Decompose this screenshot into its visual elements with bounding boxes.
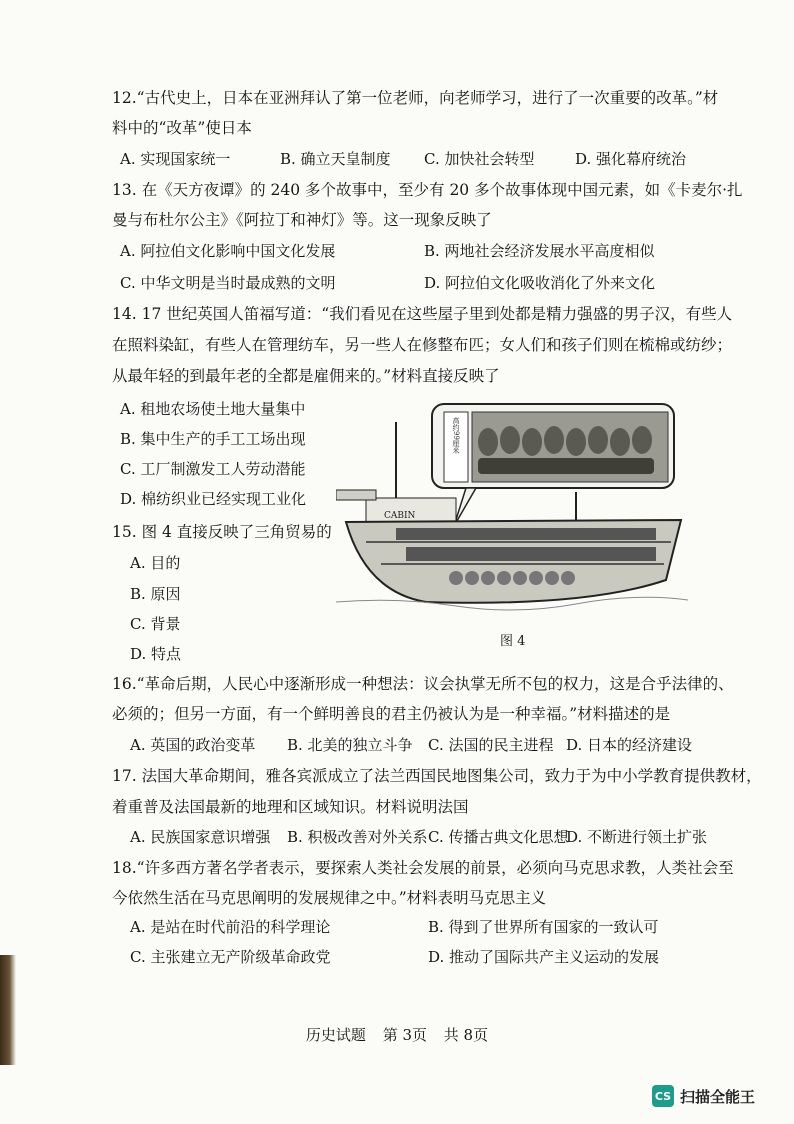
q13-stem-line-1: 13. 在《天方夜谭》的 240 多个故事中，至少有 20 多个故事体现中国元素，如《卡麦尔·扎: [112, 181, 743, 199]
q14-stem-line-1: 14. 17 世纪英国人笛福写道：“我们看见在这些屋子里到处都是精力强盛的男子汉，有些人: [112, 305, 733, 323]
q15-option-c: C. 背景: [130, 615, 181, 633]
page-edge-shadow: [0, 955, 16, 1065]
q17-option-b: B. 积极改善对外关系: [287, 828, 428, 846]
cabin-label: CABIN: [384, 511, 416, 521]
q17-option-c: C. 传播古典文化思想: [428, 828, 569, 846]
inset-height-label: 高约99厘米: [452, 417, 460, 454]
q14-stem-line-2: 在照料染缸，有些人在管理纺车，另一些人在修整布匹；女人们和孩子们则在梳棉或纺纱；: [112, 336, 733, 354]
q13-option-d: D. 阿拉伯文化吸收消化了外来文化: [424, 274, 656, 292]
q12-stem-line-2: 料中的“改革”使日本: [112, 119, 252, 137]
scanner-app-name: 扫描全能王: [680, 1087, 756, 1106]
q14-option-b: B. 集中生产的手工工场出现: [120, 430, 306, 448]
q12-option-d: D. 强化幕府统治: [575, 150, 687, 168]
q17-stem-line-1: 17. 法国大革命期间，雅各宾派成立了法兰西国民地图集公司，致力于为中小学教育提供教材，: [112, 767, 762, 785]
footer-subject: 历史试题: [305, 1026, 366, 1044]
q13-option-b: B. 两地社会经济发展水平高度相似: [424, 242, 655, 260]
q15-option-d: D. 特点: [130, 645, 182, 663]
q13-stem-line-2: 曼与布杜尔公主》《阿拉丁和神灯》等。这一现象反映了: [112, 211, 492, 229]
q15-option-b: B. 原因: [130, 585, 181, 603]
scanner-watermark: [652, 1085, 755, 1107]
q18-option-c: C. 主张建立无产阶级革命政党: [130, 948, 331, 966]
q17-stem-line-2: 着重普及法国最新的地理和区域知识。材料说明法国: [112, 798, 469, 816]
camscanner-logo-icon: CS: [652, 1085, 674, 1107]
q16-stem-line-2: 必须的；但另一方面，有一个鲜明善良的君主仍被认为是一种幸福。”材料描述的是: [112, 705, 671, 723]
figure-caption: 图 4: [500, 634, 526, 649]
q13-option-a: A. 阿拉伯文化影响中国文化发展: [120, 242, 336, 260]
q16-option-c: C. 法国的民主进程: [428, 736, 554, 754]
q16-option-d: D. 日本的经济建设: [566, 736, 693, 754]
q13-option-c: C. 中华文明是当时最成熟的文明: [120, 274, 336, 292]
q18-stem-line-2: 今依然生活在马克思阐明的发展规律之中。”材料表明马克思主义: [112, 889, 547, 907]
q17-option-a: A. 民族国家意识增强: [130, 828, 271, 846]
q15-option-a: A. 目的: [130, 554, 181, 572]
q17-option-d: D. 不断进行领土扩张: [566, 828, 708, 846]
q14-option-c: C. 工厂制激发工人劳动潜能: [120, 460, 306, 478]
q12-option-c: C. 加快社会转型: [424, 150, 535, 168]
q16-stem-line-1: 16.“革命后期，人民心中逐渐形成一种想法：议会执掌无所不包的权力，这是合乎法律的、: [112, 675, 734, 693]
q16-option-a: A. 英国的政治变革: [130, 736, 256, 754]
footer-total: 共 8页: [443, 1026, 489, 1044]
q16-option-b: B. 北美的独立斗争: [287, 736, 413, 754]
q12-stem-line-1: 12.“古代史上，日本在亚洲拜认了第一位老师，向老师学习，进行了一次重要的改革。”材: [112, 89, 719, 107]
q18-option-a: A. 是站在时代前沿的科学理论: [130, 918, 331, 936]
page-footer: [0, 1024, 794, 1045]
q18-option-b: B. 得到了世界所有国家的一致认可: [428, 918, 659, 936]
q18-stem-line-1: 18.“许多西方著名学者表示，要探索人类社会发展的前景，必须向马克思求教，人类社会至: [112, 859, 734, 877]
q14-stem-line-3: 从最年轻的到最年老的全都是雇佣来的。”材料直接反映了: [112, 367, 500, 385]
q12-option-a: A. 实现国家统一: [120, 150, 231, 168]
footer-page: 第 3页: [382, 1026, 427, 1044]
q12-option-b: B. 确立天皇制度: [280, 150, 391, 168]
q14-option-a: A. 租地农场使土地大量集中: [120, 400, 306, 418]
q18-option-d: D. 推动了国际共产主义运动的发展: [428, 948, 660, 966]
q15-stem-line-1: 15. 图 4 直接反映了三角贸易的: [112, 523, 332, 541]
slave-ship-illustration: [336, 402, 688, 612]
q14-option-d: D. 棉纺织业已经实现工业化: [120, 490, 307, 508]
